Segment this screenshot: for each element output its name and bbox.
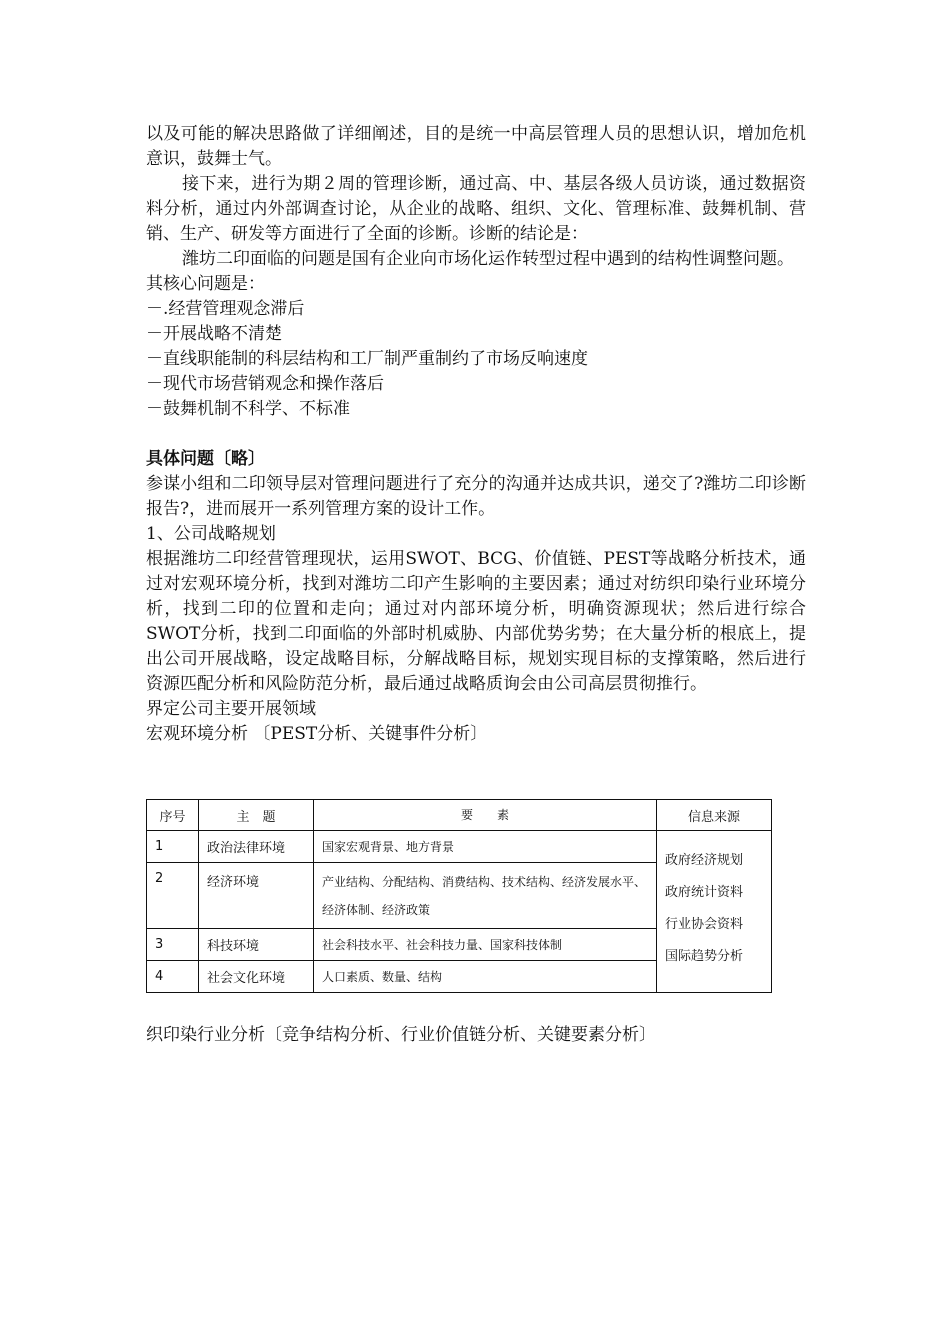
line-macro-analysis: 宏观环境分析 〔PEST分析、关键事件分析〕 bbox=[146, 724, 488, 744]
source-item: 行业协会资料 bbox=[665, 917, 744, 932]
pest-table-wrapper bbox=[146, 799, 772, 993]
core-issue-item: －鼓舞机制不科学、不标准 bbox=[146, 399, 350, 419]
cell-topic: 社会文化环境 bbox=[199, 961, 314, 993]
header-topic: 主 题 bbox=[199, 800, 314, 831]
paragraph-diagnosis: 接下来，进行为期２周的管理诊断，通过高、中、基层各级人员访谈，通过数据资料分析，通过内外部调查讨论，从企业的战略、组织、文化、管理标准、鼓舞机制、营销、生产、研发等方面进行了全面的诊断。诊断的结论是： bbox=[146, 174, 806, 244]
paragraph-intro: 以及可能的解决思路做了详细阐述，目的是统一中高层管理人员的思想认识，增加危机意识，鼓舞士气。 bbox=[146, 124, 806, 169]
core-issues-label: 其核心问题是： bbox=[146, 274, 265, 294]
cell-topic: 政治法律环境 bbox=[199, 831, 314, 863]
cell-num: 3 bbox=[147, 929, 199, 961]
source-item: 政府统计资料 bbox=[665, 885, 744, 900]
line-define-fields: 界定公司主要开展领域 bbox=[146, 699, 316, 719]
header-num: 序号 bbox=[147, 800, 199, 831]
source-item: 国际趋势分析 bbox=[665, 949, 744, 964]
source-item: 政府经济规划 bbox=[665, 853, 744, 868]
table-row bbox=[147, 831, 772, 863]
cell-num: 4 bbox=[147, 961, 199, 993]
line-industry-analysis: 织印染行业分析〔竞争结构分析、行业价值链分析、关键要素分析〕 bbox=[146, 1025, 656, 1045]
core-issue-item: －现代市场营销观念和操作落后 bbox=[146, 374, 384, 394]
cell-elements: 产业结构、分配结构、消费结构、技术结构、经济发展水平、经济体制、经济政策 bbox=[314, 863, 657, 929]
section-title-strategy: 1、公司战略规划 bbox=[146, 524, 276, 544]
cell-sources bbox=[657, 831, 772, 993]
pest-table bbox=[146, 799, 772, 993]
core-issue-item: －开展战略不清楚 bbox=[146, 324, 282, 344]
paragraph-conclusion: 潍坊二印面临的问题是国有企业向市场化运作转型过程中遇到的结构性调整问题。 bbox=[182, 249, 794, 269]
cell-elements: 人口素质、数量、结构 bbox=[314, 961, 657, 993]
after-table bbox=[146, 1023, 656, 1048]
paragraph-consensus: 参谋小组和二印领导层对管理问题进行了充分的沟通并达成共识，递交了?潍坊二印诊断报告?，进而展开一系列管理方案的设计工作。 bbox=[146, 474, 806, 519]
cell-num: 2 bbox=[147, 863, 199, 929]
header-elements: 要 素 bbox=[314, 800, 657, 831]
section-heading: 具体问题〔略〕 bbox=[146, 449, 265, 469]
table-header-row bbox=[147, 800, 772, 831]
core-issue-item: －.经营管理观念滞后 bbox=[146, 299, 305, 319]
cell-topic: 科技环境 bbox=[199, 929, 314, 961]
cell-num: 1 bbox=[147, 831, 199, 863]
cell-topic: 经济环境 bbox=[199, 863, 314, 929]
cell-elements: 社会科技水平、社会科技力量、国家科技体制 bbox=[314, 929, 657, 961]
header-source: 信息来源 bbox=[657, 800, 772, 831]
core-issue-item: －直线职能制的科层结构和工厂制严重制约了市场反响速度 bbox=[146, 349, 588, 369]
paragraph-strategy: 根据潍坊二印经营管理现状，运用SWOT、BCG、价值链、PEST等战略分析技术，通过对宏观环境分析，找到对潍坊二印产生影响的主要因素；通过对纺织印染行业环境分析，找到二印的位置和走向；通过对内部环境分析，明确资源现状；然后进行综合SWOT分析，找到二印面临的外部时机威胁、内部优势劣势；在大量分析的根底上，提出公司开展战略，设定战略目标，分解战略目标，规划实现目标的支撑策略，然后进行资源匹配分析和风险防范分析，最后通过战略质询会由公司高层贯彻推行。 bbox=[146, 549, 806, 694]
document-body bbox=[146, 122, 806, 747]
cell-elements: 国家宏观背景、地方背景 bbox=[314, 831, 657, 863]
